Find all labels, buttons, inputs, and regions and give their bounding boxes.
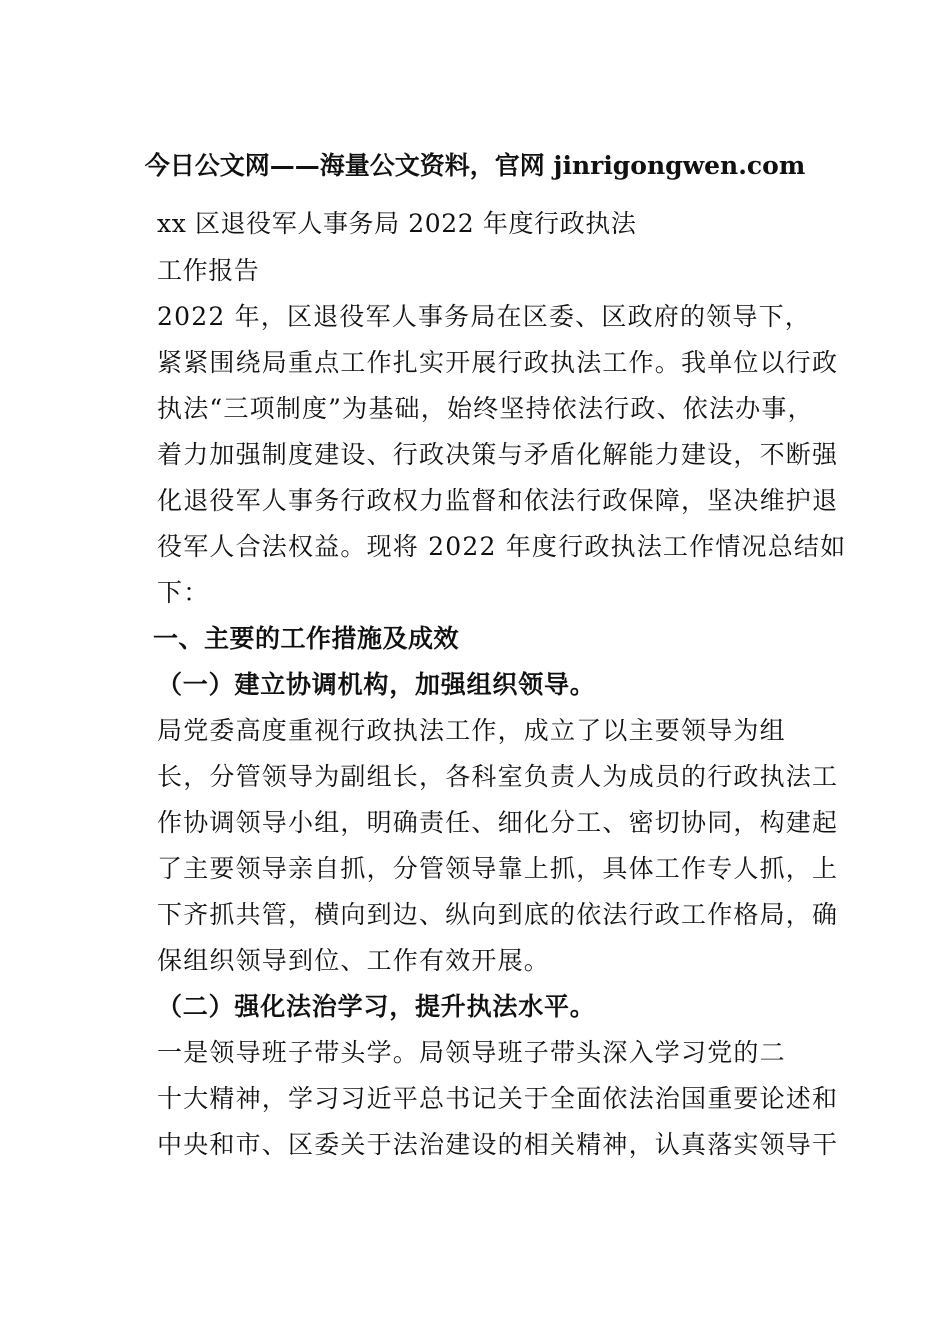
section-heading-1: 一、主要的工作措施及成效	[153, 624, 460, 653]
sub1-line-3: 作协调领导小组，明确责任、细化分工、密切协同，构建起	[157, 808, 839, 837]
intro-line-2: 紧紧围绕局重点工作扎实开展行政执法工作。我单位以行政	[157, 348, 839, 377]
sub1-line-1: 局党委高度重视行政执法工作，成立了以主要领导为组	[157, 716, 786, 745]
sub1-line-6: 保组织领导到位、工作有效开展。	[157, 946, 551, 975]
subsection-heading-2: （二）强化法治学习，提升执法水平。	[157, 992, 596, 1021]
intro-line-5: 化退役军人事务行政权力监督和依法行政保障，坚决维护退	[157, 486, 839, 515]
intro-line-7: 下：	[157, 578, 210, 607]
intro-line-1: 2022 年，区退役军人事务局在区委、区政府的领导下，	[157, 302, 811, 331]
report-title-line-2: 工作报告	[157, 256, 260, 285]
report-title-line-1: xx 区退役军人事务局 2022 年度行政执法	[157, 209, 637, 238]
sub2-line-3: 中央和市、区委关于法治建设的相关精神，认真落实领导干	[157, 1130, 839, 1159]
intro-line-4: 着力加强制度建设、行政决策与矛盾化解能力建设，不断强	[157, 440, 839, 469]
sub2-line-2: 十大精神，学习习近平总书记关于全面依法治国重要论述和	[157, 1084, 839, 1113]
sub2-line-1: 一是领导班子带头学。局领导班子带头深入学习党的二	[157, 1038, 786, 1067]
site-header: 今日公文网——海量公文资料，官网 jinrigongwen.com	[144, 151, 806, 180]
intro-line-6: 役军人合法权益。现将 2022 年度行政执法工作情况总结如	[157, 532, 847, 561]
subsection-heading-1: （一）建立协调机构，加强组织领导。	[157, 670, 596, 699]
intro-line-3: 执法“三项制度”为基础，始终坚持依法行政、依法办事，	[157, 394, 814, 423]
sub1-line-2: 长，分管领导为副组长，各科室负责人为成员的行政执法工	[157, 762, 839, 791]
sub1-line-5: 下齐抓共管，横向到边、纵向到底的依法行政工作格局，确	[157, 900, 839, 929]
sub1-line-4: 了主要领导亲自抓，分管领导靠上抓，具体工作专人抓，上	[157, 854, 839, 883]
document-body	[153, 200, 847, 1168]
